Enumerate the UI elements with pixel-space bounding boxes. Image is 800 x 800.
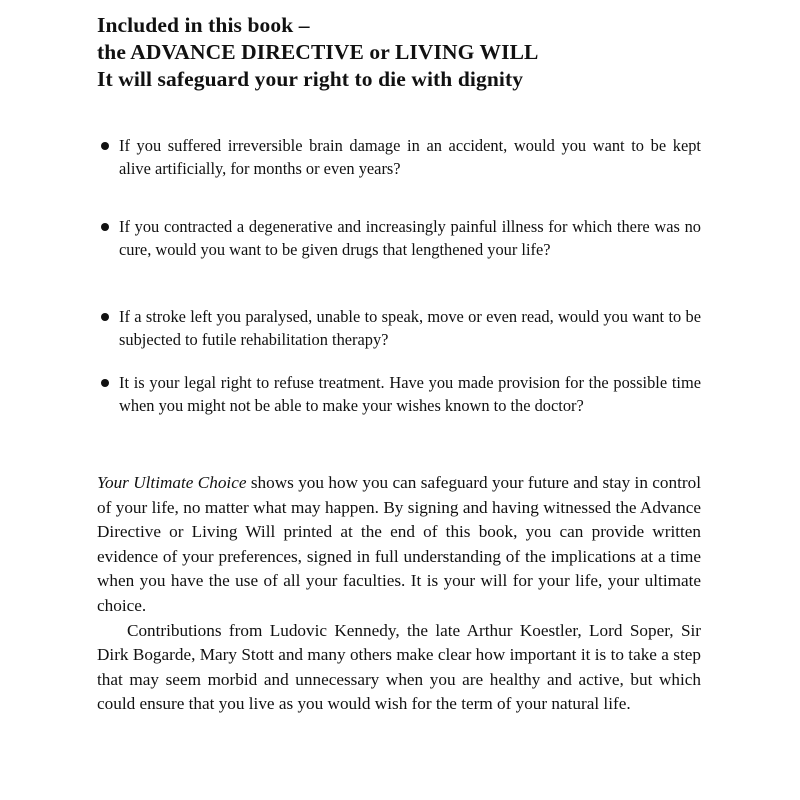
bullet-icon (101, 142, 109, 150)
description-paragraph-1 (97, 471, 701, 619)
headline (97, 12, 705, 93)
question-item (101, 134, 701, 215)
headline-line-3: It will safeguard your right to die with dignity (97, 67, 524, 91)
bullet-icon (101, 313, 109, 321)
question-list (101, 134, 701, 451)
question-item (101, 305, 701, 371)
question-text: If a stroke left you paralysed, unable to speak, move or even read, would you want to be subjected to futile rehabilitation therapy? (119, 307, 701, 349)
headline-line-2: the ADVANCE DIRECTIVE or LIVING WILL (97, 40, 539, 64)
book-title: Your Ultimate Choice (97, 473, 247, 492)
question-item (101, 215, 701, 305)
question-text: It is your legal right to refuse treatment. Have you made provision for the possible time when you might not be able to make your wishes known to the doctor? (119, 373, 701, 415)
bullet-icon (101, 223, 109, 231)
headline-line-1: Included in this book – (97, 13, 310, 37)
paragraph-1-text: shows you how you can safeguard your future and stay in control of your life, no matter what may happen. By signing and having witnessed the Advance Directive or Living Will printed at the end of this book, you can provide written evidence of your preferences, signed in full understanding of the implications at a time when you have the use of all your faculties. It is your will for your life, your ultimate choice. (97, 473, 701, 615)
question-item (101, 371, 701, 451)
book-back-cover (97, 12, 705, 714)
bullet-icon (101, 379, 109, 387)
description-paragraph-2: Contributions from Ludovic Kennedy, the late Arthur Koestler, Lord Soper, Sir Dirk Bogarde, Mary Stott and many others make clear how important it is to take a step that may seem morbid and unnecessary when you are healthy and active, but which could ensure that you live as you would wish for the term of your natural life. (97, 620, 701, 714)
question-text: If you contracted a degenerative and increasingly painful illness for which there was no cure, would you want to be given drugs that lengthened your life? (119, 217, 701, 259)
description (97, 471, 701, 717)
question-text: If you suffered irreversible brain damage in an accident, would you want to be kept alive artificially, for months or even years? (119, 136, 701, 178)
